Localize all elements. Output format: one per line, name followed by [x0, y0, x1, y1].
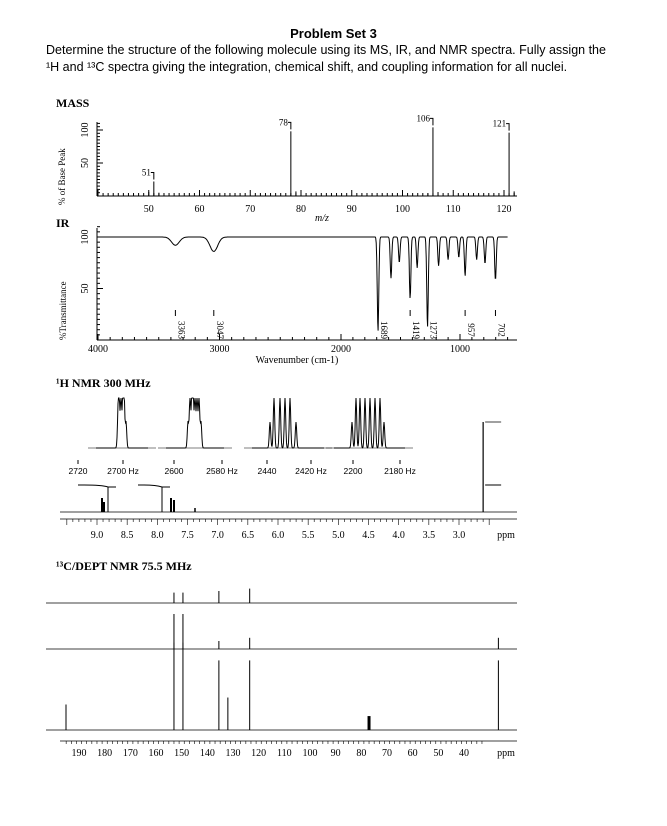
c-nmr-x-tick-label: 40 [459, 748, 469, 759]
c-nmr-x-tick-label: 140 [199, 748, 215, 759]
h-nmr-peak [173, 500, 175, 512]
h-nmr-hz-tick-label: 2420 Hz [295, 466, 327, 476]
ms-x-tick-label: 110 [445, 204, 461, 215]
ir-trace [98, 237, 508, 331]
ms-ylabel: % of Base Peak [57, 148, 67, 205]
ms-peak-label-leader [151, 172, 154, 179]
ms-xlabel: m/z [315, 213, 329, 224]
h-nmr-x-tick-label: 5.0 [332, 530, 345, 541]
h-nmr-x-tick-label: 8.0 [151, 530, 164, 541]
ir-spectrum [56, 216, 517, 366]
h-nmr-x-tick-label: 6.5 [241, 530, 255, 541]
ms-peak-label-leader [430, 118, 433, 125]
ms-peak-label: 78 [278, 117, 288, 128]
ir-band-label: 957 [466, 323, 477, 337]
h-nmr-hz-tick-label: 2180 Hz [384, 466, 416, 476]
c-nmr-x-tick-label: 90 [330, 748, 341, 759]
ir-xlabel: Wavenumber (cm-1) [255, 355, 339, 366]
ir-x-tick-label: 1000 [450, 344, 470, 355]
ir-y-tick-label: 100 [80, 229, 91, 245]
ir-x-tick-label: 2000 [331, 344, 351, 355]
h-nmr-title: ¹H NMR 300 MHz [56, 376, 151, 390]
h-nmr-hz-tick-label: 2600 [164, 466, 184, 476]
ms-x-tick-label: 100 [395, 204, 410, 215]
h-nmr-peak [101, 498, 103, 512]
h-nmr-expansion-trace [252, 398, 324, 448]
ms-y-tick-label: 50 [80, 158, 91, 168]
ir-x-tick-label: 4000 [88, 344, 108, 355]
c-nmr-x-tick-label: 100 [302, 748, 318, 759]
c-nmr-x-tick-label: 80 [356, 748, 367, 759]
h-nmr-x-tick-label: 5.5 [301, 530, 315, 541]
h-nmr-hz-tick-label: 2200 [343, 466, 363, 476]
ms-x-tick-label: 90 [346, 204, 357, 215]
ms-peak-label: 121 [492, 118, 507, 129]
h-nmr-x-tick-label: 6.0 [271, 530, 285, 541]
ms-peak-label-leader [506, 124, 509, 131]
ir-band-label: 702 [496, 323, 507, 337]
ir-y-tick-label: 50 [80, 283, 91, 294]
c-nmr-x-tick-label: 150 [174, 748, 190, 759]
c-nmr-x-tick-label: 60 [407, 748, 418, 759]
h-nmr-peak [103, 502, 105, 512]
ms-peak-label-leader [288, 122, 291, 129]
h-nmr-x-tick-label: 4.0 [392, 530, 405, 541]
instructions-line-1: Determine the structure of the following molecule using its MS, IR, and NMR spectra. Fully assign the [46, 43, 606, 57]
h-nmr-hz-tick-label: 2440 [257, 466, 277, 476]
h-nmr-x-tick-label: 7.0 [211, 530, 224, 541]
c-nmr-x-tick-label: 180 [97, 748, 113, 759]
ir-band-label: 1689 [379, 321, 390, 339]
ms-peak-label: 51 [141, 167, 151, 178]
h-nmr-hz-tick-label: 2580 Hz [206, 466, 238, 476]
c-nmr-x-tick-label: 70 [382, 748, 392, 759]
h-nmr-hz-tick-label: 2700 Hz [107, 466, 139, 476]
mass-spectrum [56, 96, 517, 224]
c-nmr-x-tick-label: 110 [277, 748, 292, 759]
h-nmr-peak [194, 508, 196, 512]
h-nmr-expansion-trace [334, 398, 405, 448]
c-nmr-x-tick-label: 130 [225, 748, 241, 759]
ir-band-label: 1273 [428, 321, 439, 339]
c-nmr-xlabel: ppm [497, 748, 515, 759]
c-nmr-x-tick-label: 160 [148, 748, 164, 759]
h-nmr-x-tick-label: 3.5 [422, 530, 436, 541]
h-nmr-spectrum [56, 376, 517, 541]
c-nmr-x-tick-label: 170 [122, 748, 138, 759]
h-nmr-expansion-trace [96, 398, 148, 448]
problem-title: Problem Set 3 [290, 26, 377, 41]
ir-title: IR [56, 216, 70, 230]
h-nmr-expansion-trace [166, 398, 224, 448]
ir-band-label: 3047 [214, 321, 225, 339]
h-nmr-hz-tick-label: 2720 [68, 466, 88, 476]
ms-x-tick-label: 60 [194, 204, 205, 215]
h-nmr-x-tick-label: 4.5 [362, 530, 375, 541]
ms-x-tick-label: 50 [143, 204, 154, 215]
c-nmr-x-tick-label: 190 [71, 748, 87, 759]
instructions-line-2: ¹H and ¹³C spectra giving the integration, chemical shift, and coupling information for all nuclei. [46, 60, 568, 74]
ir-band-label: 3363 [176, 321, 187, 339]
ms-y-tick-label: 100 [80, 122, 91, 138]
h-nmr-x-tick-label: 9.0 [90, 530, 104, 541]
h-nmr-peak [170, 498, 172, 512]
c-nmr-title: ¹³C/DEPT NMR 75.5 MHz [56, 559, 192, 573]
ir-x-tick-label: 3000 [209, 344, 230, 355]
ir-band-label: 1419 [411, 321, 422, 339]
h-nmr-xlabel: ppm [497, 530, 515, 541]
h-nmr-integral-2 [138, 485, 170, 512]
h-nmr-x-tick-label: 7.5 [181, 530, 194, 541]
c-nmr-x-tick-label: 50 [433, 748, 444, 759]
ms-x-tick-label: 80 [296, 204, 306, 215]
h-nmr-x-tick-label: 8.5 [120, 530, 134, 541]
h-nmr-integral-1 [78, 485, 116, 512]
ms-x-tick-label: 120 [496, 204, 512, 215]
c-nmr-dept-spectrum [46, 559, 517, 759]
ms-title: MASS [56, 96, 90, 110]
ms-x-tick-label: 70 [245, 204, 256, 215]
ms-peak-label: 106 [416, 113, 430, 124]
ir-ylabel: %Transmittance [58, 281, 68, 340]
h-nmr-x-tick-label: 3.0 [452, 530, 466, 541]
c-nmr-x-tick-label: 120 [251, 748, 267, 759]
